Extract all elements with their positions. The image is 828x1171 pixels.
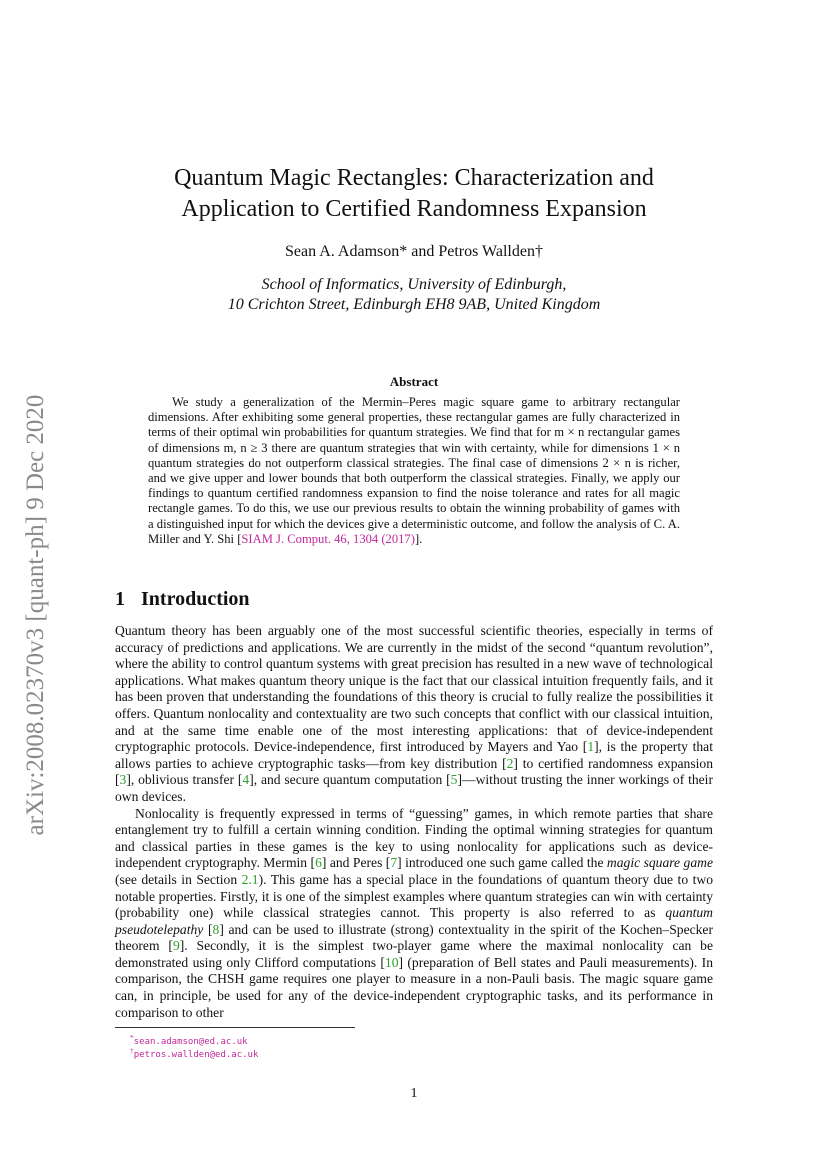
affiliation-line-1: School of Informatics, University of Edinburgh, bbox=[261, 276, 567, 293]
arxiv-identifier: arXiv:2008.02370v3 [quant-ph] 9 Dec 2020 bbox=[22, 394, 49, 836]
text-run: ] (preparation of Bell states and Pauli measurements). In comparison, the CHSH game requires one player to measure in a non-Pauli basis. The magic square game can, in principle, be used for any of the device-independent cryptographic tasks, and its performance in comparison to other bbox=[115, 954, 713, 1020]
citation-link[interactable]: 2 bbox=[506, 755, 514, 771]
citation-link[interactable]: 1 bbox=[587, 739, 595, 755]
journal-reference-link[interactable]: SIAM J. Comput. 46, 1304 (2017) bbox=[241, 531, 415, 546]
footnote-2 bbox=[130, 1046, 258, 1060]
author-list: Sean A. Adamson* and Petros Wallden† bbox=[285, 243, 543, 260]
email-link[interactable]: sean.adamson@ed.ac.uk bbox=[133, 1037, 248, 1047]
text-run: ] and Peres [ bbox=[321, 855, 391, 871]
citation-link[interactable]: 6 bbox=[315, 855, 322, 871]
section-title: Introduction bbox=[141, 588, 250, 610]
body-text bbox=[115, 623, 713, 1021]
paragraph-1 bbox=[115, 623, 713, 806]
email-link[interactable]: petros.wallden@ed.ac.uk bbox=[133, 1050, 259, 1060]
text-run: ]—without trusting the inner workings of their own devices. bbox=[115, 772, 713, 804]
arxiv-sidebar-stamp bbox=[16, 355, 56, 875]
emphasis: quantum pseudotelepathy bbox=[115, 905, 713, 937]
section-heading bbox=[115, 588, 250, 611]
abstract-body bbox=[148, 395, 680, 547]
footnote-mark: † bbox=[130, 1046, 134, 1055]
text-run: ], is the property that allows parties to achieve cryptographic tasks—from key distribution [ bbox=[115, 739, 713, 771]
citation-link[interactable]: 4 bbox=[242, 772, 250, 788]
text-run: ], and secure quantum computation [ bbox=[249, 772, 451, 788]
citation-link[interactable]: 9 bbox=[172, 938, 180, 954]
text-run: Nonlocality is frequently expressed in terms of “guessing” games, in which remote parties that share entanglement try to fulfill a certain winning condition. Finding the optimal winning strategies for quantum and classical parties in these games is the key to using nonlocality for applications such as device-independent cryptography. Mermin [ bbox=[115, 805, 713, 871]
text-run: ). This game has a special place in the foundations of quantum theory due to two notable properties. Firstly, it is one of the simplest examples where quantum strategies can win with certainty (probability one) while classical strategies cannot. This property is also referred to as bbox=[115, 871, 713, 921]
text-run: ] introduced one such game called the bbox=[397, 855, 607, 871]
text-run: [ bbox=[203, 921, 213, 937]
citation-link[interactable]: 3 bbox=[119, 772, 127, 788]
text-run: Quantum theory has been arguably one of the most successful scientific theories, especially in terms of accuracy of predictions and applications. We are currently in the midst of the second “quantum revolution”, where the ability to control quantum systems with great precision has resulted in a new wave of technological applications. What makes quantum theory unique is the fact that our classical intuition frequently fails, and it has been proven that understanding the foundations of this theory is crucial to fully realize the possibilities it offers. Quantum nonlocality and contextuality are two such concepts that conflict with our classical intuition, and at the same time enable one of the most interesting applications: that of device-independent cryptographic protocols. Device-independence, first introduced by Mayers and Yao [ bbox=[115, 623, 713, 755]
page-number: 1 bbox=[410, 1086, 418, 1101]
abstract-text: We study a generalization of the Mermin–Peres magic square game to arbitrary rectangular dimensions. After exhibiting some general properties, these rectangular games are fully characterized in terms of their optimal win probabilities for quantum strategies. We find that for m × n rectangular games of dimensions m, n ≥ 3 there are quantum strategies that win with certainty, while for dimensions 1 × n quantum strategies do not outperform classical strategies. The final case of dimensions 2 × n is richer, and we give upper and lower bounds that both outperform the classical strategies. Finally, we apply our findings to quantum certified randomness expansion to find the noise tolerance and rates for all magic rectangle games. To do this, we use our previous results to obtain the winning probability of games with a distinguished input for which the devices give a deterministic outcome, and follow the analysis of C. A. Miller and Y. Shi [ bbox=[148, 395, 680, 546]
text-run: ], oblivious transfer [ bbox=[126, 772, 243, 788]
abstract-heading: Abstract bbox=[389, 374, 439, 389]
text-run: ]. Secondly, it is the simplest two-player game where the maximal nonlocality can be demonstrated using only Clifford computations [ bbox=[115, 938, 714, 970]
affiliation-line-2: 10 Crichton Street, Edinburgh EH8 9AB, United Kingdom bbox=[227, 296, 601, 313]
footnote-1 bbox=[130, 1033, 248, 1047]
title-line-1: Quantum Magic Rectangles: Characterization and bbox=[174, 165, 654, 191]
text-run: ] and can be used to illustrate (strong) contextuality in the spirit of the Kochen–Specker theorem [ bbox=[115, 921, 713, 954]
citation-link[interactable]: 7 bbox=[390, 855, 398, 871]
paragraph-2 bbox=[115, 806, 713, 1022]
footnote-rule bbox=[115, 1027, 355, 1028]
paper-title bbox=[0, 163, 828, 225]
citation-link[interactable]: 5 bbox=[450, 772, 458, 788]
abstract-text-end: ]. bbox=[414, 531, 423, 546]
footnote-mark: * bbox=[130, 1033, 134, 1042]
title-line-2: Application to Certified Randomness Expansion bbox=[181, 196, 647, 222]
section-link[interactable]: 2.1 bbox=[241, 871, 259, 887]
affiliation bbox=[0, 275, 828, 315]
text-run: (see details in Section bbox=[115, 871, 242, 887]
citation-link[interactable]: 8 bbox=[212, 921, 220, 937]
section-number: 1 bbox=[115, 588, 125, 610]
text-run: ] to certified randomness expansion [ bbox=[115, 755, 713, 788]
citation-link[interactable]: 10 bbox=[384, 954, 399, 970]
emphasis: magic square game bbox=[606, 855, 713, 871]
